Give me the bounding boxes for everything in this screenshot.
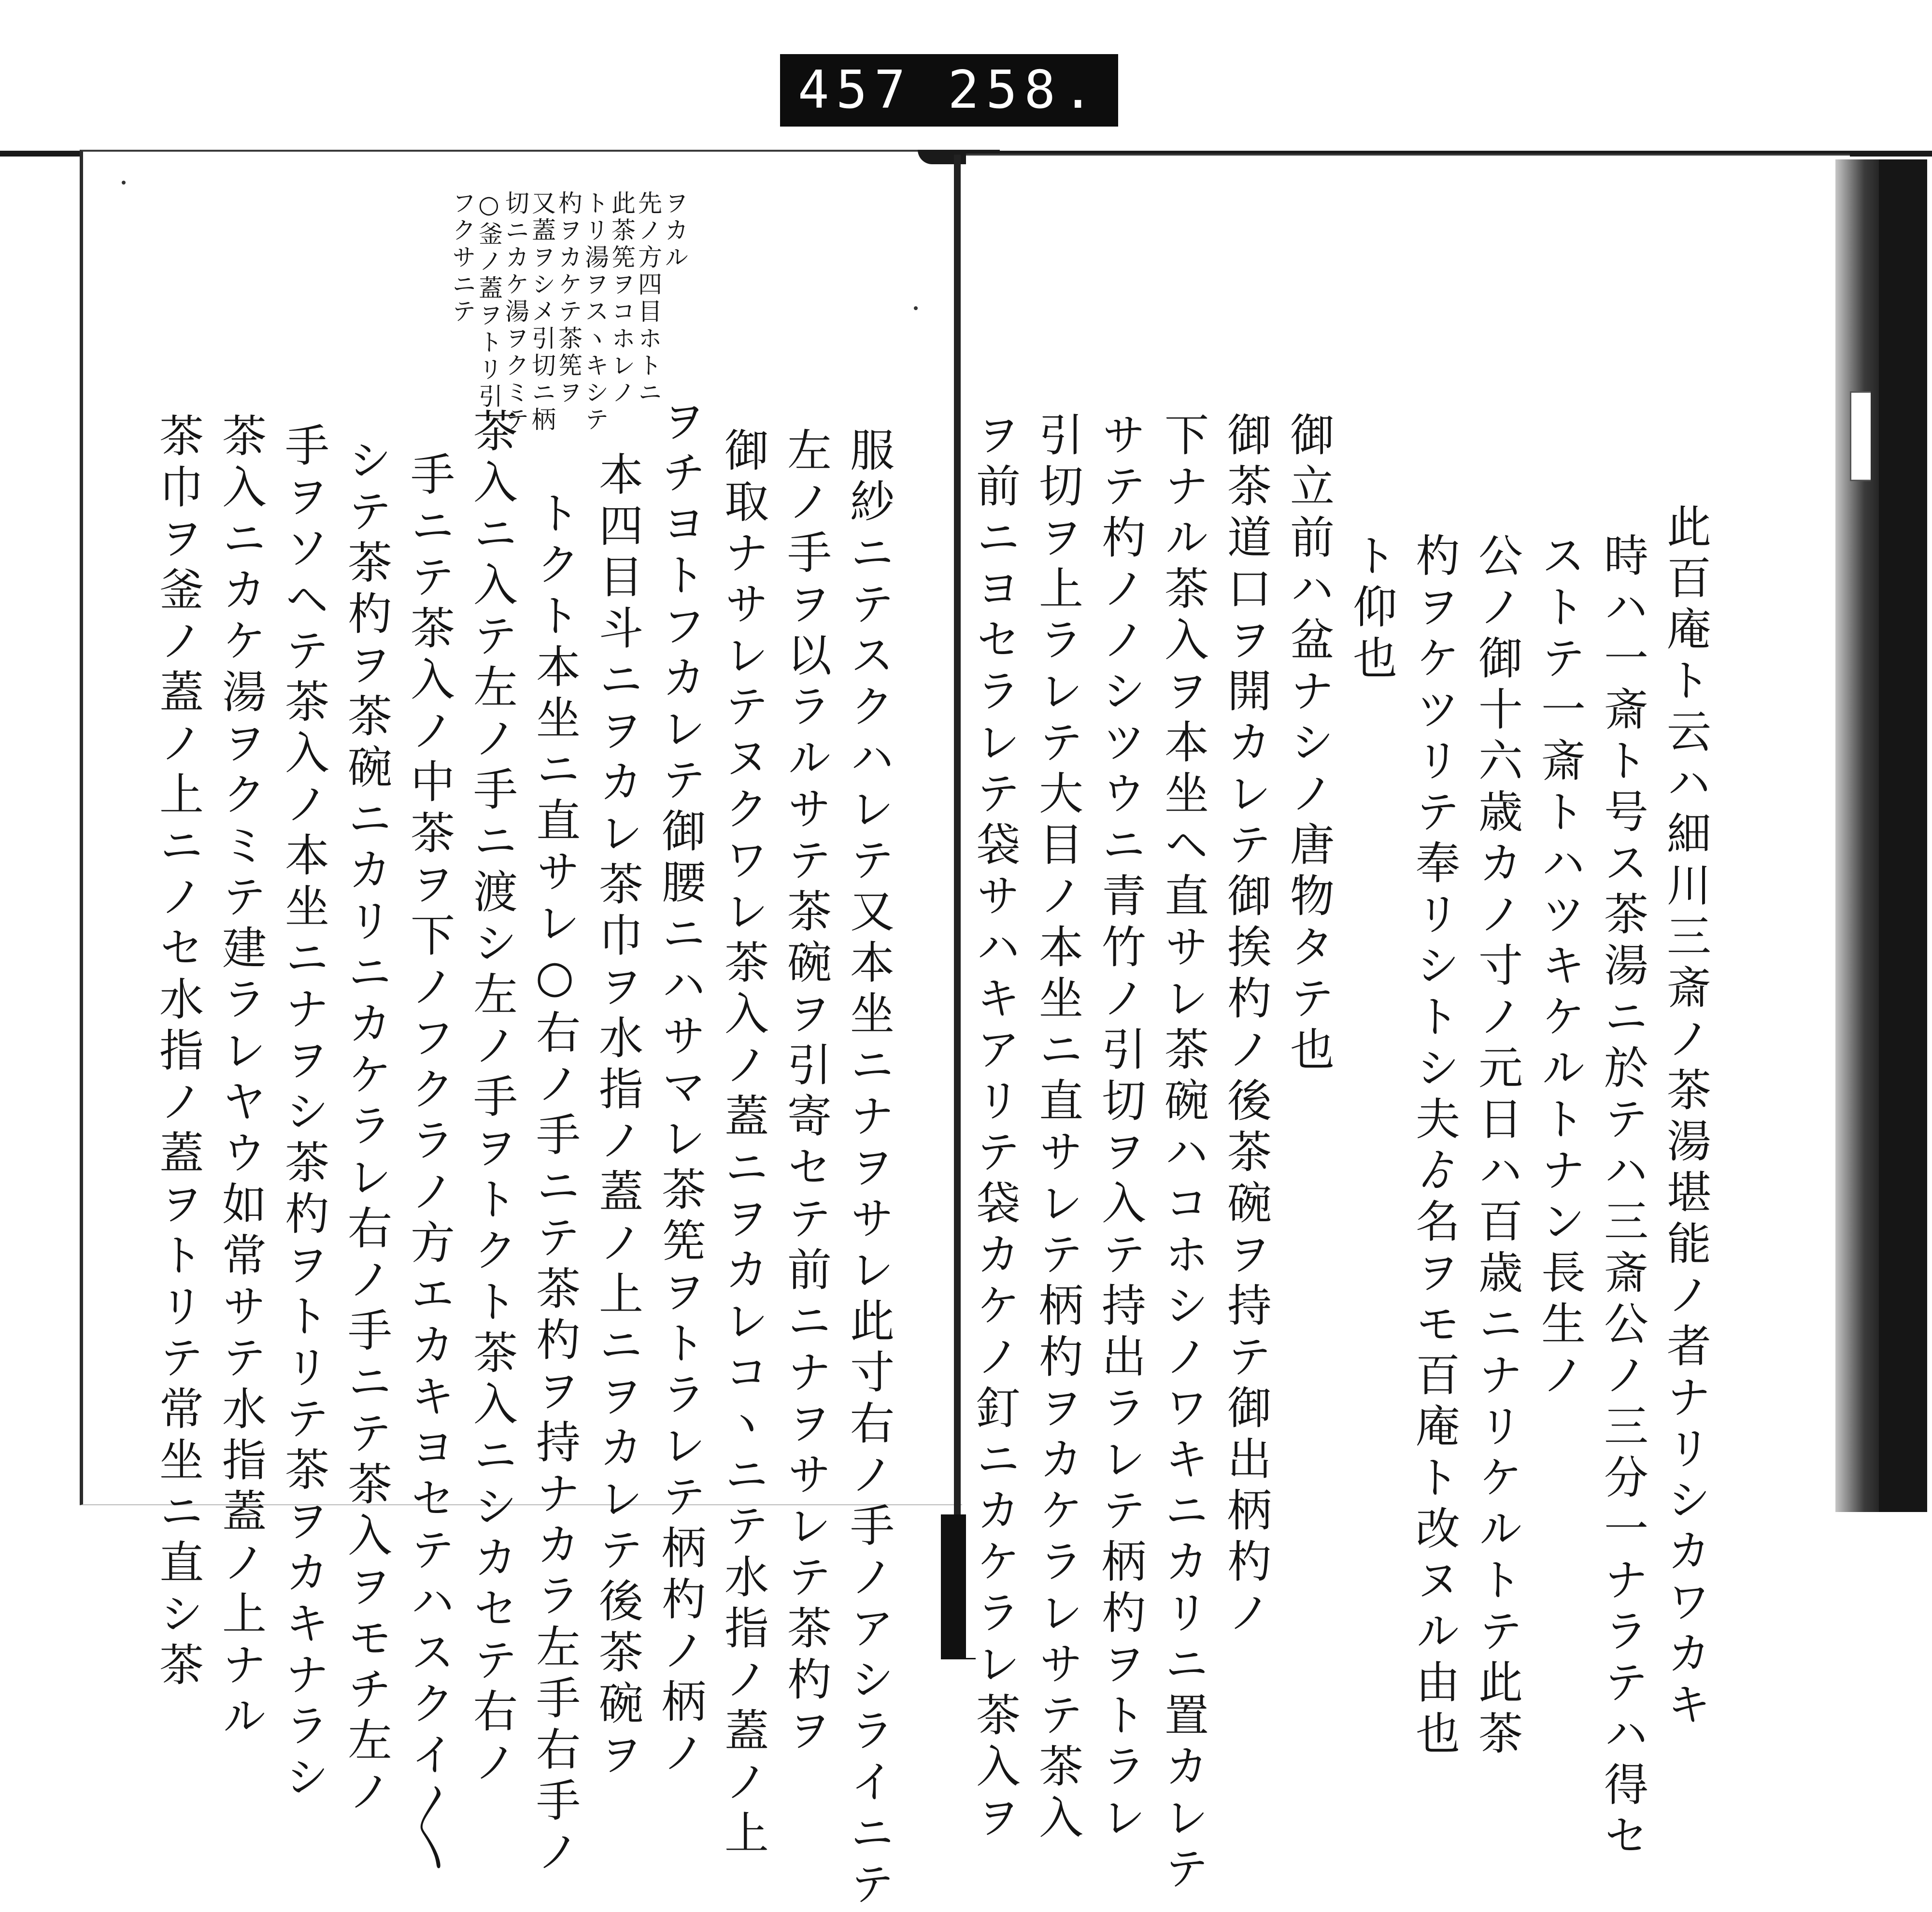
text-column: 茶入ニカケ湯ヲクミテ建ラレヤウ如常サテ水指蓋ノ上ナル (215, 413, 267, 1744)
ink-speck (914, 306, 918, 310)
note-line: ○釜ノ蓋ヲトリ引 (475, 190, 503, 411)
text-column: ヲチヨトフカレテ御腰ニハサマレ茶筅ヲトラレテ柄杓ノ柄ノ (654, 398, 706, 1781)
note-line: 又蓋ヲシメ引切ニ柄 (528, 190, 556, 434)
text-column: 茶巾ヲ釜ノ蓋ノ上ニノセ水指ノ蓋ヲトリテ常坐ニ直シ茶 (152, 413, 204, 1693)
text-column: ストテ一斎トハツキケルトナン長生ノ (1534, 532, 1586, 1403)
text-column: 服紗ニテスクハレテ又本坐ニナヲサレ此寸右ノ手ノアシライニテ (843, 427, 895, 1912)
left-page (80, 150, 962, 1912)
text-column: ヲ前ニヨセラレテ袋サハキアリテ袋カケノ釘ニカケラレ茶入ヲ (969, 412, 1021, 1845)
note-line: 切ニカケ湯ヲクミテ (501, 190, 529, 434)
text-column: 時ハ一斎ト号ス茶湯ニ於テハ三斎公ノ三分一ナラテハ得セ (1597, 532, 1648, 1864)
text-column: サテ杓ノノシツウニ青竹ノ引切ヲ入テ持出ラレテ柄杓ヲトラレ (1094, 412, 1146, 1845)
text-column: 公ノ御十六歳カノ寸ノ元日ハ百歳ニナリケルトテ此茶 (1471, 532, 1523, 1761)
page-number-left: 457 (797, 60, 912, 120)
note-line: 先ノ方四目ホトニ (634, 190, 662, 407)
note-line: 此茶筅ヲコホレノ (608, 190, 636, 407)
text-column: トクト本坐ニ直サレ○右ノ手ニテ茶杓ヲ持ナカラ左手右手ノ (529, 490, 581, 1880)
text-column: 此百庵ト云ハ細川三斎ノ茶湯堪能ノ者ナリシカワカキ (1660, 503, 1711, 1732)
text-column: 下ナル茶入ヲ本坐ヘ直サレ茶碗ハコホシノワキニカリニ置カレテ (1157, 412, 1209, 1897)
text-column: 引切ヲ上ラレテ大目ノ本坐ニ直サレテ柄杓ヲカケラレサテ茶入 (1032, 412, 1083, 1845)
right-page (966, 154, 1850, 1897)
note-line: ヲカル (661, 190, 689, 271)
page-tab-mark (1850, 391, 1871, 481)
book-spine (954, 155, 961, 1517)
page-number-right: 258. (948, 60, 1101, 120)
note-line: トリ湯ヲスヽキシテ (581, 190, 609, 434)
book-edge (1879, 159, 1927, 1512)
note-line: 杓ヲカケテ茶筅ヲ (554, 190, 582, 407)
text-column: 御立前ハ盆ナシノ唐物タテ也 (1283, 412, 1335, 1077)
ink-speck (122, 181, 126, 185)
text-column: 茶入ニ入テ左ノ手ニ渡シ左ノ手ヲトクト茶入ニシカセテ右ノ (466, 408, 518, 1790)
text-column: 御取ナサレテヌクワレ茶入ノ蓋ニヲカレコヽニテ水指ノ蓋ノ上 (717, 427, 769, 1861)
text-column: ト仰也 (1346, 532, 1397, 686)
text-column: 手ヲソヘテ茶入ノ本坐ニナヲシ茶杓ヲトリテ茶ヲカキナラシ (278, 422, 329, 1805)
page-number-label (780, 54, 1118, 127)
text-column: 本四目斗ニヲカレ茶巾ヲ水指ノ蓋ノ上ニヲカレテ後茶碗ヲ (592, 451, 643, 1783)
note-line: フクサニテ (448, 190, 476, 326)
page-edge-shadow (1835, 159, 1884, 1512)
text-column: 手ニテ茶入ノ中茶ヲ下ノフクラノ方エカキヨセテハスクイ〳〵 (403, 451, 455, 1878)
text-column: シテ茶杓ヲ茶碗ニカリニカケラレ右ノ手ニテ茶入ヲモチ左ノ (341, 437, 392, 1819)
text-column: 御茶道口ヲ開カレテ御挨杓ノ後茶碗ヲ持テ御出柄杓ノ (1220, 412, 1272, 1641)
text-column: 杓ヲケツリテ奉リシトシ夫ゟ名ヲモ百庵ト改ヌル由也 (1408, 532, 1460, 1761)
text-column: 左ノ手ヲ以ラルサテ茶碗ヲ引寄セテ前ニナヲサレテ茶杓ヲ (780, 427, 832, 1758)
